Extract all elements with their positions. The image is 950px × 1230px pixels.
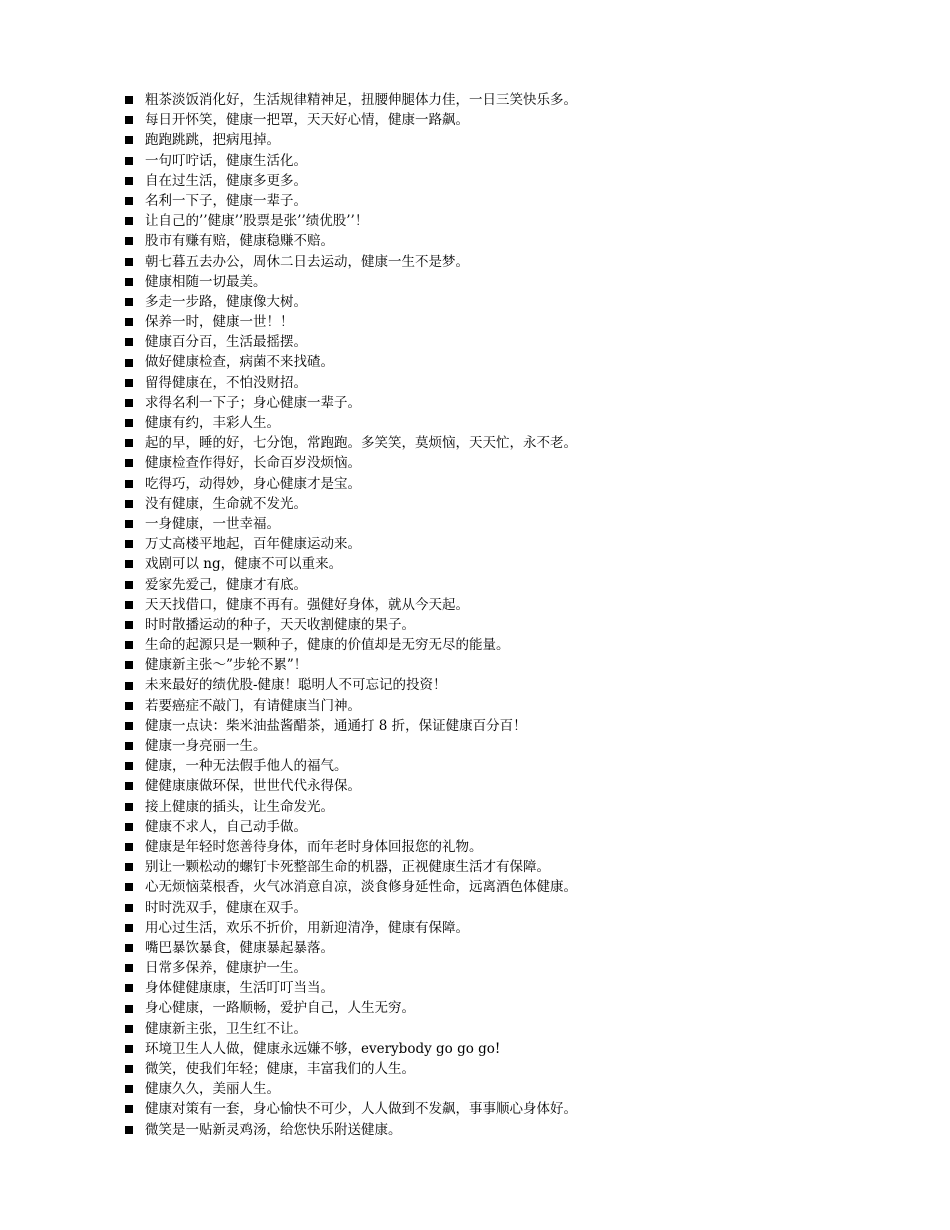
list-item [125, 958, 925, 978]
list-item [125, 373, 925, 393]
slogan-text: 健康对策有一套，身心愉快不可少，人人做到不发飙，事事顺心身体好。 [145, 1101, 577, 1118]
slogan-text: 接上健康的插头，让生命发光。 [145, 798, 334, 815]
square-bullet-icon [125, 742, 133, 750]
slogan-text: 生命的起源只是一颗种子，健康的价值却是无穷无尽的能量。 [145, 637, 510, 654]
slogan-text: 健康是年轻时您善待身体，而年老时身体回报您的礼物。 [145, 838, 483, 855]
square-bullet-icon [125, 1126, 133, 1134]
slogan-text: 天天找借口，健康不再有。强健好身体，就从今天起。 [145, 596, 469, 613]
slogan-text: 健康相随一切最美。 [145, 273, 267, 290]
square-bullet-icon [125, 237, 133, 245]
square-bullet-icon [125, 1025, 133, 1033]
list-item [125, 151, 925, 171]
slogan-text: 若要癌症不敲门，有请健康当门神。 [145, 697, 361, 714]
list-item [125, 857, 925, 877]
slogan-text: 健康不求人，自己动手做。 [145, 818, 307, 835]
list-item [125, 231, 925, 251]
square-bullet-icon [125, 682, 133, 690]
square-bullet-icon [125, 560, 133, 568]
slogan-text: 留得健康在，不怕没财招。 [145, 374, 307, 391]
slogan-text: 健康检查作得好，长命百岁没烦恼。 [145, 455, 361, 472]
list-item [125, 252, 925, 272]
square-bullet-icon [125, 359, 133, 367]
square-bullet-icon [125, 1045, 133, 1053]
slogan-text: 日常多保养，健康护一生。 [145, 960, 307, 977]
slogan-text: 健康百分百，生活最摇摆。 [145, 334, 307, 351]
slogan-text: 股市有赚有赔，健康稳赚不赔。 [145, 233, 334, 250]
list-item [125, 312, 925, 332]
list-item [125, 1120, 925, 1140]
slogan-text: 让自己的’’健康’’股票是张’’绩优股’’！ [145, 213, 369, 230]
slogan-text: 健康新主张～”步轮不累”！ [145, 657, 308, 674]
square-bullet-icon [125, 581, 133, 589]
square-bullet-icon [125, 177, 133, 185]
list-item [125, 675, 925, 695]
list-item [125, 110, 925, 130]
slogan-text: 跑跑跳跳，把病甩掉。 [145, 132, 280, 149]
square-bullet-icon [125, 843, 133, 851]
list-item [125, 918, 925, 938]
slogan-text: 万丈高楼平地起，百年健康运动来。 [145, 536, 361, 553]
slogan-text: 未来最好的绩优股-健康！聪明人不可忘记的投资！ [145, 677, 447, 694]
list-item [125, 655, 925, 675]
slogan-text: 戏剧可以 ng，健康不可以重来。 [145, 556, 343, 573]
list-item [125, 817, 925, 837]
slogan-text: 身心健康，一路顺畅，爱护自己，人生无穷。 [145, 1000, 415, 1017]
square-bullet-icon [125, 500, 133, 508]
slogan-text: 心无烦恼菜根香，火气冰消意自凉，淡食修身延性命，远离酒色体健康。 [145, 879, 577, 896]
slogan-text: 做好健康检查，病菌不来找碴。 [145, 354, 334, 371]
slogan-text: 时时散播运动的种子，天天收割健康的果子。 [145, 616, 415, 633]
list-item [125, 90, 925, 110]
slogan-text: 名利一下子，健康一辈子。 [145, 192, 307, 209]
slogan-text: 没有健康，生命就不发光。 [145, 495, 307, 512]
slogan-text: 多走一步路，健康像大树。 [145, 293, 307, 310]
list-item [125, 797, 925, 817]
square-bullet-icon [125, 116, 133, 124]
slogan-text: 环境卫生人人做，健康永远嫌不够，everybody go go go! [145, 1040, 501, 1057]
list-item [125, 494, 925, 514]
square-bullet-icon [125, 762, 133, 770]
list-item [125, 575, 925, 595]
square-bullet-icon [125, 1085, 133, 1093]
list-item [125, 1059, 925, 1079]
slogan-text: 保养一时，健康一世！！ [145, 314, 294, 331]
list-item [125, 211, 925, 231]
list-item [125, 171, 925, 191]
slogan-text: 健康新主张，卫生红不让。 [145, 1020, 307, 1037]
slogan-text: 健康有约，丰彩人生。 [145, 415, 280, 431]
list-item [125, 352, 925, 372]
list-item [125, 998, 925, 1018]
square-bullet-icon [125, 157, 133, 165]
slogan-text: 起的早，睡的好，七分饱，常跑跑。多笑笑，莫烦恼，天天忙，永不老。 [145, 435, 577, 452]
slogan-text: 粗茶淡饭消化好，生活规律精神足，扭腰伸腿体力佳，一日三笑快乐多。 [145, 92, 577, 108]
slogan-text: 微笑是一贴新灵鸡汤，给您快乐附送健康。 [145, 1121, 402, 1138]
square-bullet-icon [125, 197, 133, 205]
list-item [125, 433, 925, 453]
square-bullet-icon [125, 419, 133, 427]
list-item [125, 635, 925, 655]
square-bullet-icon [125, 258, 133, 266]
list-item [125, 413, 925, 433]
slogan-text: 一身健康，一世幸福。 [145, 515, 280, 532]
square-bullet-icon [125, 540, 133, 548]
list-item [125, 1019, 925, 1039]
square-bullet-icon [125, 641, 133, 649]
slogan-text: 微笑，使我们年轻；健康，丰富我们的人生。 [145, 1061, 415, 1077]
list-item [125, 615, 925, 635]
square-bullet-icon [125, 136, 133, 144]
list-item [125, 978, 925, 998]
slogan-text: 用心过生活，欢乐不折价，用新迎清净，健康有保障。 [145, 919, 469, 936]
square-bullet-icon [125, 621, 133, 629]
list-item [125, 898, 925, 918]
square-bullet-icon [125, 883, 133, 891]
slogan-text: 健康一点诀：柴米油盐酱醋茶，通通打 8 折，保证健康百分百！ [145, 717, 527, 734]
list-item [125, 191, 925, 211]
slogan-text: 嘴巴暴饮暴食，健康暴起暴落。 [145, 939, 334, 956]
slogan-text: 健康一身亮丽一生。 [145, 738, 267, 754]
square-bullet-icon [125, 823, 133, 831]
square-bullet-icon [125, 520, 133, 528]
square-bullet-icon [125, 338, 133, 346]
list-item [125, 534, 925, 554]
list-item [125, 776, 925, 796]
slogan-text: 朝七暮五去办公，周休二日去运动，健康一生不是梦。 [145, 253, 469, 270]
square-bullet-icon [125, 1005, 133, 1013]
square-bullet-icon [125, 439, 133, 447]
slogan-text: 吃得巧，动得妙，身心健康才是宝。 [145, 475, 361, 492]
slogan-text: 爱家先爱己，健康才有底。 [145, 576, 307, 593]
list-item [125, 877, 925, 897]
square-bullet-icon [125, 96, 133, 104]
square-bullet-icon [125, 480, 133, 488]
square-bullet-icon [125, 944, 133, 952]
square-bullet-icon [125, 661, 133, 669]
list-item [125, 938, 925, 958]
slogan-text: 健康久久，美丽人生。 [145, 1081, 280, 1098]
square-bullet-icon [125, 803, 133, 811]
list-item [125, 474, 925, 494]
slogan-text: 别让一颗松动的螺钉卡死整部生命的机器，正视健康生活才有保障。 [145, 859, 550, 876]
list-item [125, 272, 925, 292]
square-bullet-icon [125, 722, 133, 730]
slogan-text: 时时洗双手，健康在双手。 [145, 899, 307, 916]
square-bullet-icon [125, 379, 133, 387]
list-item [125, 292, 925, 312]
square-bullet-icon [125, 278, 133, 286]
slogan-text: 健康，一种无法假手他人的福气。 [145, 758, 348, 775]
list-item [125, 332, 925, 352]
slogan-text: 自在过生活，健康多更多。 [145, 172, 307, 189]
square-bullet-icon [125, 904, 133, 912]
list-item [125, 514, 925, 534]
square-bullet-icon [125, 1065, 133, 1073]
list-item [125, 130, 925, 150]
slogan-text: 一句叮咛话，健康生活化。 [145, 152, 307, 169]
square-bullet-icon [125, 318, 133, 326]
square-bullet-icon [125, 964, 133, 972]
slogan-list [125, 90, 925, 1140]
list-item [125, 554, 925, 574]
list-item [125, 453, 925, 473]
square-bullet-icon [125, 863, 133, 871]
square-bullet-icon [125, 459, 133, 467]
square-bullet-icon [125, 702, 133, 710]
square-bullet-icon [125, 1105, 133, 1113]
square-bullet-icon [125, 782, 133, 790]
list-item [125, 696, 925, 716]
slogan-text: 身体健健康康，生活叮叮当当。 [145, 980, 334, 997]
square-bullet-icon [125, 984, 133, 992]
square-bullet-icon [125, 298, 133, 306]
list-item [125, 736, 925, 756]
square-bullet-icon [125, 924, 133, 932]
square-bullet-icon [125, 217, 133, 225]
slogan-text: 健健康康做环保，世世代代永得保。 [145, 778, 361, 795]
list-item [125, 716, 925, 736]
list-item [125, 1039, 925, 1059]
square-bullet-icon [125, 601, 133, 609]
square-bullet-icon [125, 399, 133, 407]
list-item [125, 1099, 925, 1119]
slogan-text: 每日开怀笑，健康一把罩，天天好心情，健康一路飙。 [145, 112, 469, 129]
slogan-text: 求得名利一下子；身心健康一辈子。 [145, 394, 361, 411]
list-item [125, 1079, 925, 1099]
list-item [125, 756, 925, 776]
list-item [125, 393, 925, 413]
list-item [125, 595, 925, 615]
list-item [125, 837, 925, 857]
